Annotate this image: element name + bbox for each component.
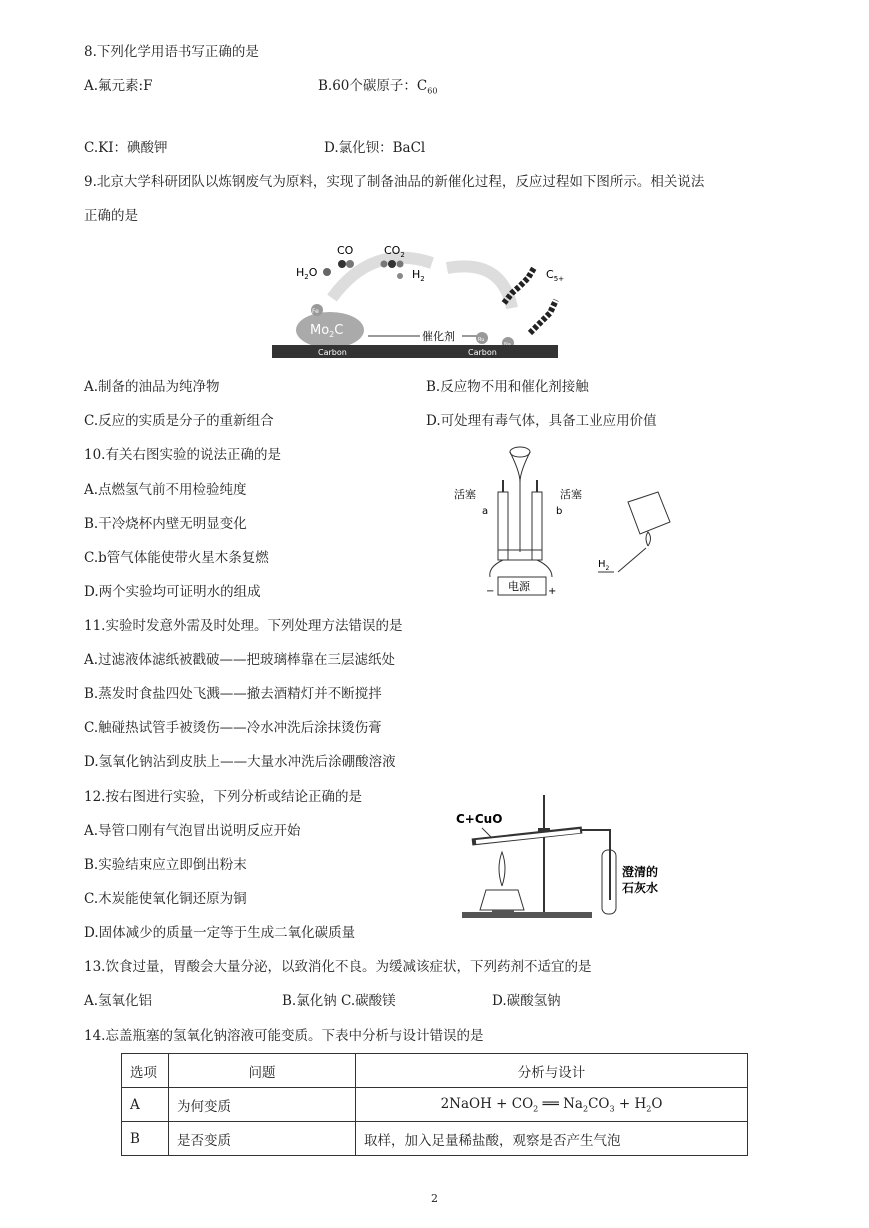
- q11-stem: 11.实验时发意外需及时处理。下列处理方法错误的是: [84, 618, 403, 634]
- catalyst-label: 催化剂: [422, 330, 455, 343]
- row-a-equation: 2NaOH + $CO_2$ ══ $Na_2CO_3 + H_2O$: [356, 1088, 748, 1122]
- tube-a-label: a: [482, 506, 489, 517]
- h2o-label: $H_2O$: [296, 266, 318, 281]
- delivery-tube: [582, 830, 610, 900]
- h2-label: $H_2$: [598, 559, 610, 572]
- q13-option-a: A.氢氧化铝: [84, 993, 153, 1009]
- q12-option-c: C.木炭能使氧化铜还原为铜: [84, 891, 247, 907]
- limewater-label-2: 石灰水: [622, 881, 659, 895]
- h2-molecule: [397, 273, 403, 279]
- row-a-option: A: [122, 1088, 169, 1122]
- fe-label: Fe: [312, 308, 319, 315]
- carbon-label-left: Carbon: [318, 348, 347, 357]
- valve-label-right: 活塞: [560, 488, 582, 501]
- valve-label-left: 活塞: [454, 488, 476, 501]
- plus-sign: +: [548, 586, 557, 597]
- q12-option-d: D.固体减少的质量一定等于生成二氧化碳质量: [84, 925, 356, 941]
- q14-table: [121, 1053, 748, 1156]
- row-b-design: 取样，加入足量稀盐酸，观察是否产生气泡: [356, 1122, 748, 1156]
- wire-left: [490, 560, 503, 577]
- q8-stem: 8.下列化学用语书写正确的是: [84, 44, 259, 60]
- page-number: 2: [431, 1192, 438, 1205]
- q13-stem: 13.饮食过量，胃酸会大量分泌，以致消化不良。为缓减该症状，下列药剂不适宜的是: [84, 959, 592, 975]
- mo2c-label: $Mo_2C$: [310, 323, 344, 339]
- q11-option-a: A.过滤液体滤纸被戳破——把玻璃棒靠在三层滤纸处: [84, 652, 396, 668]
- q8-option-d: D.氯化钡：BaCl: [324, 140, 426, 156]
- c5-label: $C_{5+}$: [546, 268, 565, 283]
- alcohol-lamp: [480, 890, 524, 910]
- reactant-pointer: [482, 828, 492, 838]
- arrow-arc-right: [447, 266, 512, 308]
- carbon-support: [272, 345, 558, 358]
- table-header-row: [122, 1054, 748, 1088]
- q13-option-d: D.碳酸氢钠: [492, 993, 561, 1009]
- q11-option-b: B.蒸发时食盐四处飞溅——撤去酒精灯并不断搅拌: [84, 686, 382, 702]
- co-molecule-o: [346, 260, 354, 268]
- q9-stem-line2: 正确的是: [84, 208, 138, 224]
- table-row: [122, 1088, 748, 1122]
- h2o-molecule: [323, 268, 331, 276]
- q12-reduction-figure: [452, 790, 662, 922]
- hydrocarbon-chain-2: [530, 300, 556, 333]
- q9-option-d: D.可处理有毒气体，具备工业应用价值: [426, 413, 657, 429]
- q9-option-c: C.反应的实质是分子的重新组合: [84, 413, 274, 429]
- hydrogen-flame: [646, 532, 651, 546]
- co2-molecule-o1: [381, 261, 388, 268]
- q12-option-a: A.导管口刚有气泡冒出说明反应开始: [84, 823, 301, 839]
- ru-label: Ru: [478, 337, 485, 343]
- power-label: 电源: [508, 580, 530, 593]
- co2-molecule-c: [388, 260, 396, 268]
- q11-option-c: C.触碰热试管手被烫伤——冷水冲洗后涂抹烫伤膏: [84, 720, 382, 736]
- row-b-option: B: [122, 1122, 169, 1156]
- header-design: 分析与设计: [356, 1054, 748, 1088]
- wire-right: [537, 560, 552, 577]
- q10-option-d: D.两个实验均可证明水的组成: [84, 584, 261, 600]
- dry-beaker: [628, 492, 670, 534]
- q13-option-bc: B.氯化钠 C.碳酸镁: [282, 993, 396, 1009]
- q8-option-a: A.氟元素:F: [84, 78, 153, 94]
- q9-stem-line1: 9.北京大学科研团队以炼钢废气为原料，实现了制备油品的新催化过程，反应过程如下图所示。相关说法: [84, 174, 705, 190]
- minus-sign: −: [486, 586, 495, 597]
- q10-option-c: C.b管气体能使带火星木条复燃: [84, 550, 269, 566]
- header-option: 选项: [122, 1054, 169, 1088]
- co2-molecule-o2: [397, 261, 404, 268]
- row-b-question: 是否变质: [169, 1122, 356, 1156]
- reactants-label: C+CuO: [456, 812, 503, 826]
- q12-stem: 12.按右图进行实验，下列分析或结论正确的是: [84, 789, 362, 805]
- table-row: [122, 1122, 748, 1156]
- reservoir-top: [510, 447, 530, 457]
- q10-option-b: B.干冷烧杯内壁无明显变化: [84, 516, 247, 532]
- h2-label: $H_2$: [412, 268, 425, 283]
- iron-stand-base: [462, 912, 592, 918]
- q9-option-b: B.反应物不用和催化剂接触: [426, 379, 589, 395]
- q9-catalysis-figure: [272, 238, 565, 360]
- co-molecule-c: [338, 260, 346, 268]
- hydrogen-nozzle: [618, 548, 646, 572]
- lamp-flame: [499, 852, 505, 886]
- q14-stem: 14.忘盖瓶塞的氢氧化钠溶液可能变质。下表中分析与设计错误的是: [84, 1028, 484, 1044]
- co-label: CO: [337, 244, 354, 257]
- q12-option-b: B.实验结束应立即倒出粉末: [84, 857, 247, 873]
- tube-b-label: b: [556, 506, 563, 517]
- lamp-block: [492, 910, 514, 913]
- row-a-question: 为何变质: [169, 1088, 356, 1122]
- q11-option-d: D.氢氧化钠沾到皮肤上——大量水冲洗后涂硼酸溶液: [84, 754, 396, 770]
- carbon-label-right: Carbon: [468, 348, 497, 357]
- limewater-label-1: 澄清的: [622, 865, 659, 879]
- q10-stem: 10.有关右图实验的说法正确的是: [84, 447, 281, 463]
- q10-option-a: A.点燃氢气前不用检验纯度: [84, 482, 247, 498]
- co2-label: $CO_2$: [384, 244, 405, 259]
- q8-option-c: C.KI：碘酸钾: [84, 140, 168, 156]
- q8-option-b: B.60个碳原子：$C_{60}$: [318, 78, 438, 96]
- header-question: 问题: [169, 1054, 356, 1088]
- q9-option-a: A.制备的油品为纯净物: [84, 379, 220, 395]
- q10-electrolysis-figure: [448, 442, 678, 600]
